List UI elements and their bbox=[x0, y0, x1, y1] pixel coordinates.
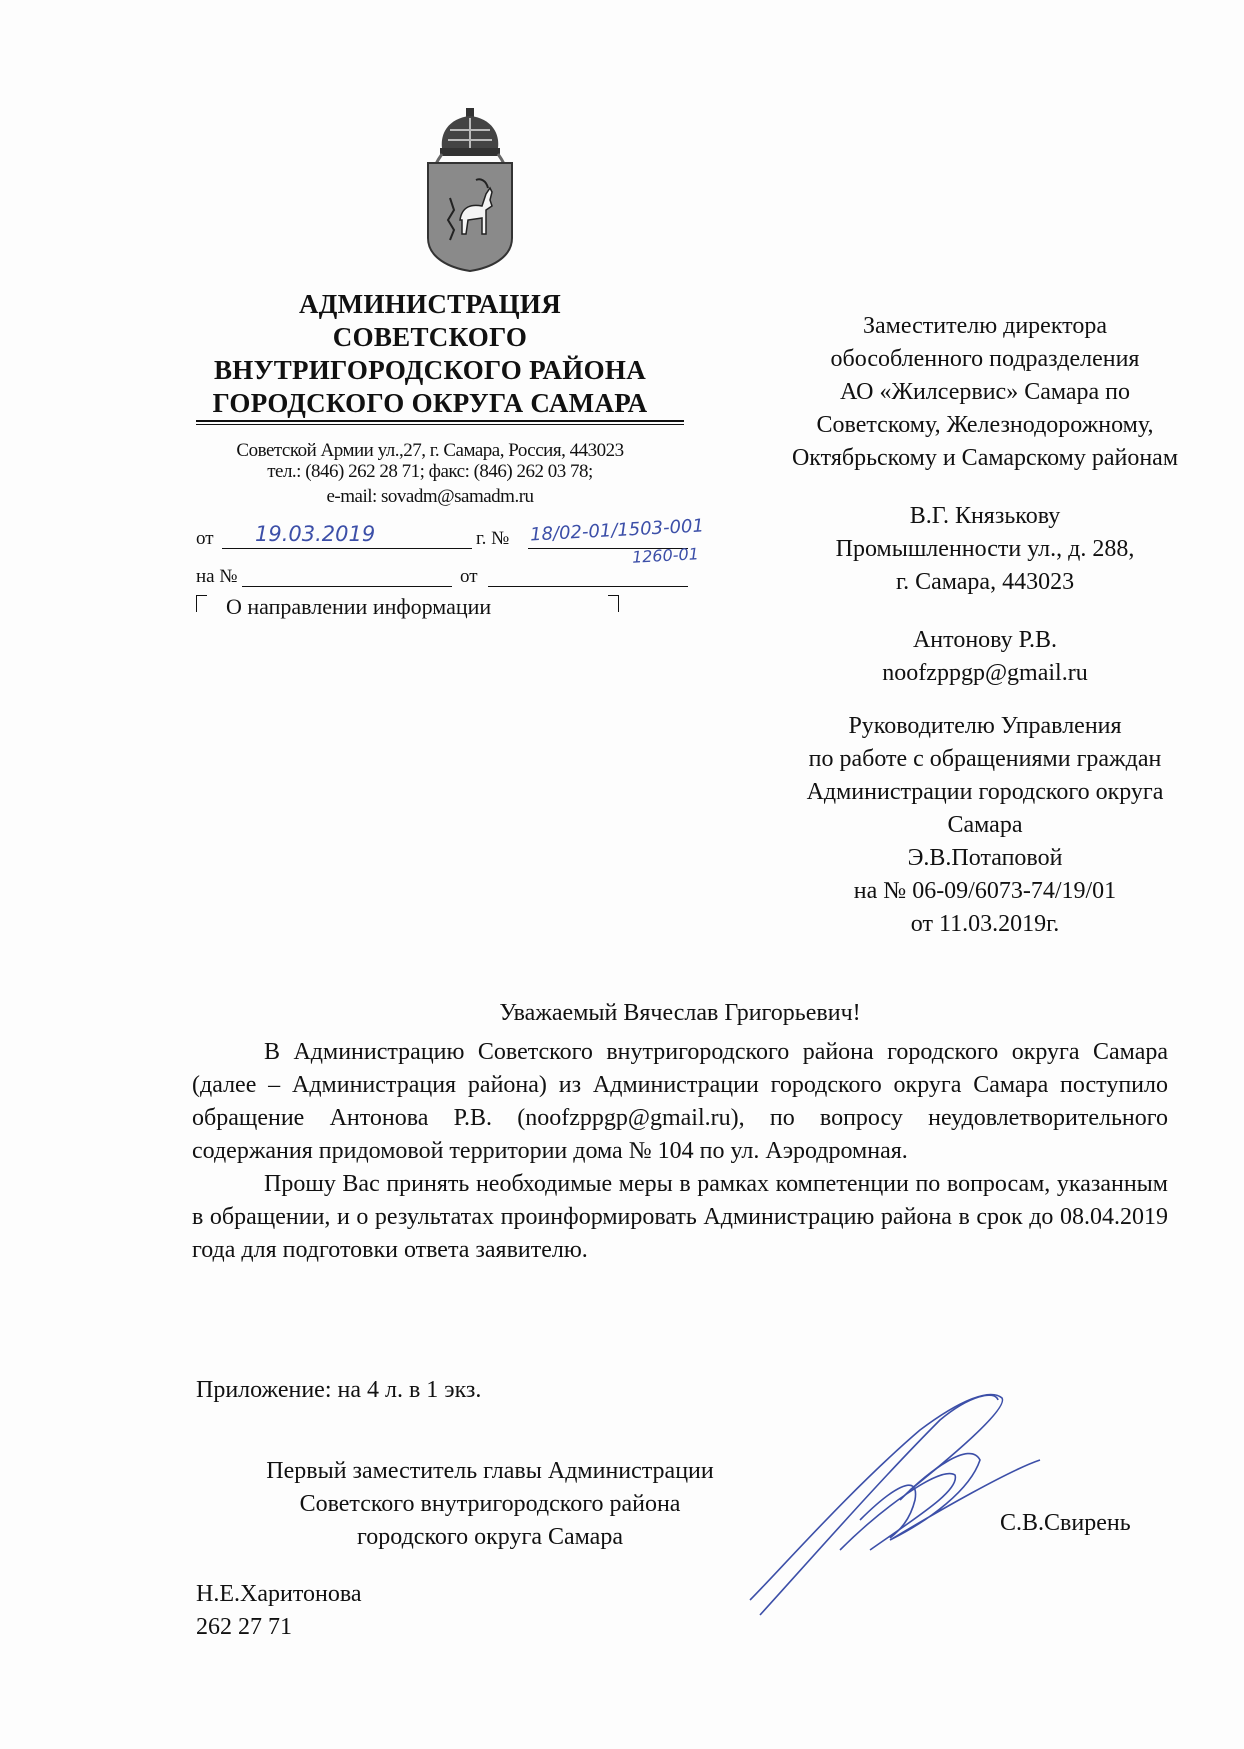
registration-date-label: от bbox=[196, 528, 214, 549]
recipient-line: Советскому, Железнодорожному, bbox=[816, 412, 1154, 438]
executor-name: Н.Е.Харитонова bbox=[196, 1581, 362, 1607]
recipient-line: Промышленности ул., д. 288, bbox=[835, 536, 1135, 562]
signer-title-line: городского округа Самара bbox=[357, 1524, 623, 1550]
attachment-note: Приложение: на 4 л. в 1 экз. bbox=[196, 1377, 482, 1403]
body-paragraph: Прошу Вас принять необходимые меры в рамках компетенции по вопросам, указанным в обращении, и о результатах проинформировать Администрацию района в срок до 08.04.2019 года для подготовки ответа заявителю. bbox=[192, 1171, 1168, 1263]
letterhead-divider bbox=[196, 420, 684, 425]
recipient-line: Антонову Р.В. bbox=[912, 627, 1058, 653]
recipient-line: Октябрьскому и Самарскому районам bbox=[791, 445, 1179, 471]
subject-bracket-right bbox=[608, 595, 619, 612]
address-line: Советской Армии ул.,27, г. Самара, Россия, 443023 bbox=[236, 440, 624, 461]
executor-phone: 262 27 71 bbox=[196, 1614, 292, 1640]
registration-number-extra: 1260-01 bbox=[631, 544, 700, 567]
recipient-line: В.Г. Князькову bbox=[909, 503, 1061, 529]
letterhead-contacts bbox=[180, 440, 680, 507]
recipient-line: Руководителю Управления bbox=[848, 713, 1122, 739]
recipient-line: Самара bbox=[947, 812, 1023, 838]
organization-name bbox=[180, 288, 680, 420]
recipient-line: Администрации городского округа bbox=[806, 779, 1164, 805]
reference-date-label: от bbox=[460, 566, 478, 587]
org-name-line: СОВЕТСКОГО bbox=[332, 322, 528, 352]
email-line: e-mail: sovadm@samadm.ru bbox=[326, 486, 534, 507]
org-name-line: ГОРОДСКОГО ОКРУГА САМАРА bbox=[212, 388, 648, 418]
letter-subject: О направлении информации bbox=[226, 594, 492, 619]
signer-title bbox=[210, 1455, 770, 1554]
recipient-line: noofzppgp@gmail.ru bbox=[882, 660, 1088, 686]
registration-number: 18/02-01/1503-001 bbox=[529, 515, 705, 546]
recipient-line: г. Самара, 443023 bbox=[895, 569, 1075, 595]
recipient-line: Заместителю директора bbox=[862, 313, 1108, 339]
registration-date: 19.03.2019 bbox=[255, 522, 376, 546]
signer-title-line: Первый заместитель главы Администрации bbox=[266, 1458, 714, 1484]
executor-block bbox=[196, 1578, 362, 1644]
recipient-line: по работе с обращениями граждан bbox=[808, 746, 1162, 772]
subject-bracket-left bbox=[196, 595, 207, 612]
body-paragraph: В Администрацию Советского внутригородского района городского округа Самара (далее – Администрация района) из Администрации городского округа Самара поступило обращение Антонова Р.В. (noofzppgp@gmail.ru), по вопросу неудовлетворительного содержания придомовой территории дома № 104 по ул. Аэродромная. bbox=[192, 1039, 1168, 1164]
registration-number-label: г. № bbox=[476, 528, 510, 549]
recipient-line: на № 06-09/6073-74/19/01 bbox=[853, 878, 1117, 904]
greeting: Уважаемый Вячеслав Григорьевич! bbox=[499, 1000, 861, 1026]
recipient-block bbox=[725, 310, 1244, 475]
recipient-block bbox=[725, 710, 1244, 941]
recipient-block bbox=[725, 624, 1244, 690]
recipient-line: Э.В.Потаповой bbox=[907, 845, 1063, 871]
signer-name: С.В.Свирень bbox=[1000, 1510, 1131, 1536]
date-underline bbox=[222, 548, 472, 549]
letter-body bbox=[192, 1036, 1168, 1267]
org-name-line: АДМИНИСТРАЦИЯ bbox=[298, 289, 561, 319]
phone-line: тел.: (846) 262 28 71; факс: (846) 262 03 78; bbox=[267, 461, 593, 482]
signer-title-line: Советского внутригородского района bbox=[299, 1491, 681, 1517]
reference-underline bbox=[242, 586, 452, 587]
recipient-block bbox=[725, 500, 1244, 599]
recipient-line: обособленного подразделения bbox=[830, 346, 1140, 372]
reference-number-label: на № bbox=[196, 566, 238, 587]
org-name-line: ВНУТРИГОРОДСКОГО РАЙОНА bbox=[213, 355, 646, 385]
handwritten-signature-icon bbox=[740, 1380, 1060, 1630]
reference-date-underline bbox=[488, 586, 688, 587]
recipient-line: от 11.03.2019г. bbox=[910, 911, 1060, 937]
recipient-line: АО «Жилсервис» Самара по bbox=[839, 379, 1131, 405]
samara-coat-of-arms-icon bbox=[420, 108, 520, 273]
